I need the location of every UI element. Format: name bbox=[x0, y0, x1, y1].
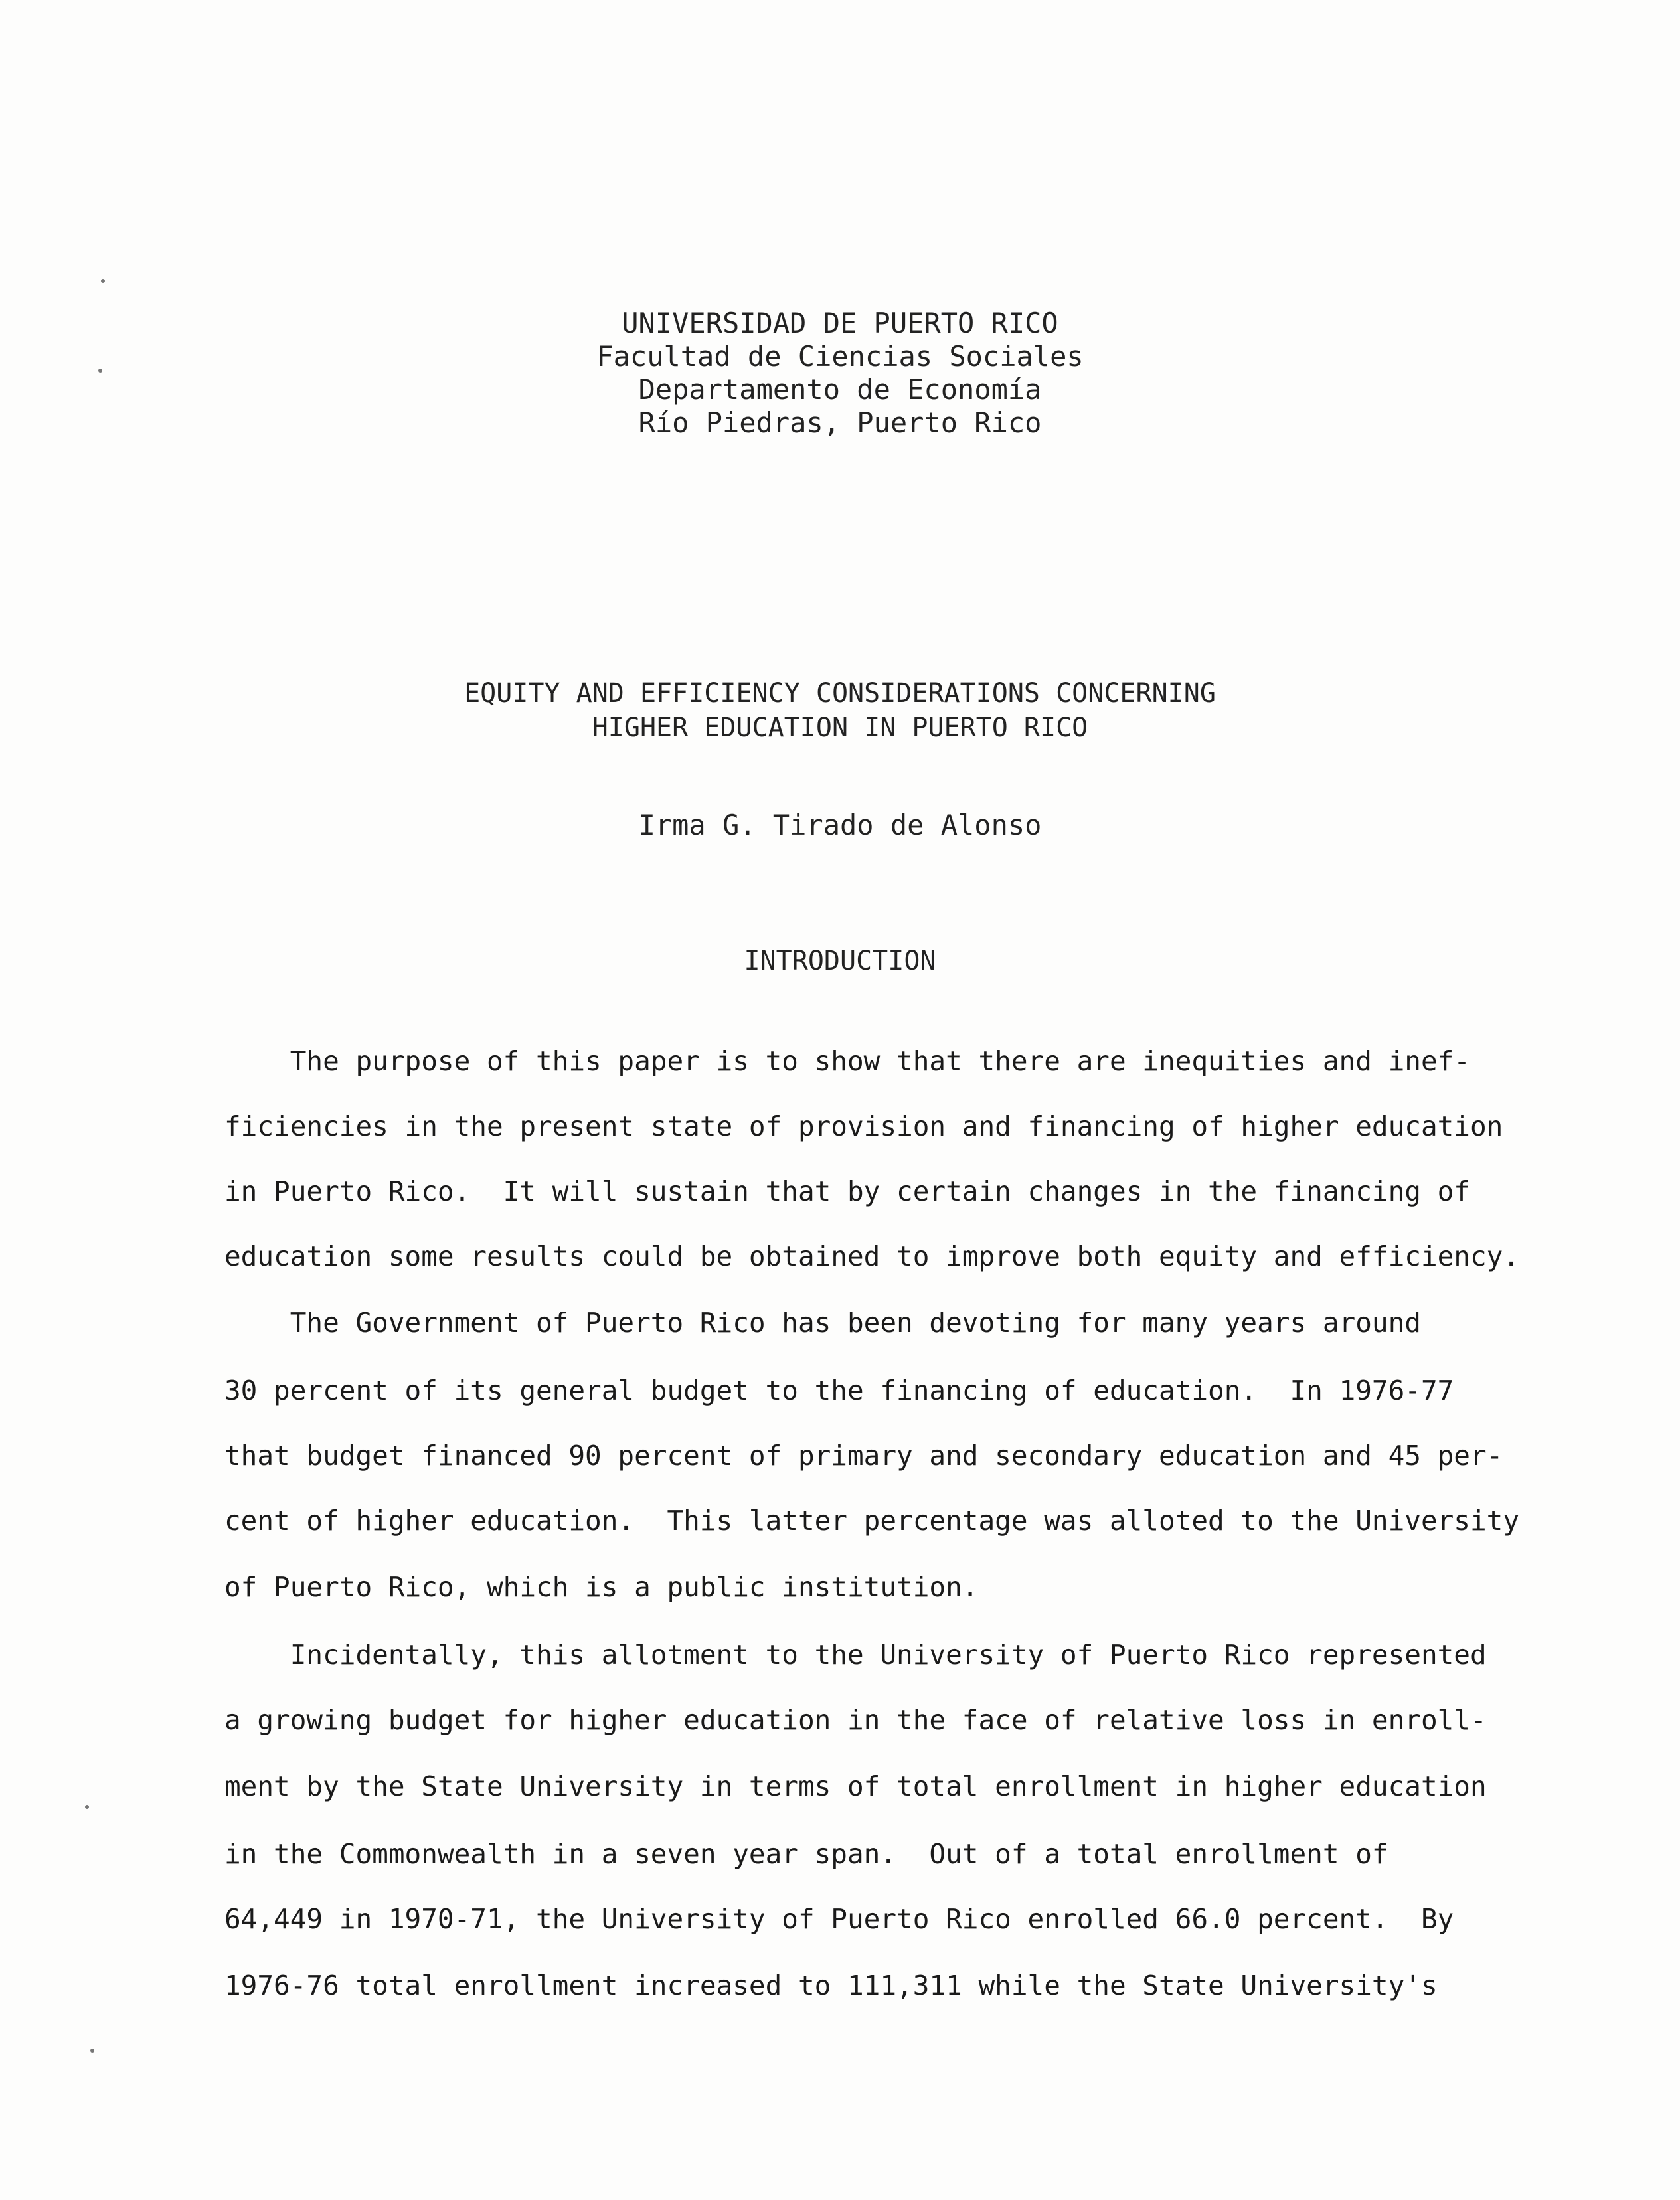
header-line-location: Río Piedras, Puerto Rico bbox=[638, 406, 1042, 439]
body-line: 64,449 in 1970-71, the University of Puerto Rico enrolled 66.0 percent. By bbox=[224, 1903, 1454, 1935]
header-line-department: Departamento de Economía bbox=[638, 373, 1042, 406]
body-line: The purpose of this paper is to show that there are inequities and inef- bbox=[224, 1045, 1470, 1077]
body-line: a growing budget for higher education in the face of relative loss in enroll- bbox=[224, 1704, 1487, 1736]
section-heading-block bbox=[0, 944, 1680, 977]
body-line: that budget financed 90 percent of primary and secondary education and 45 per- bbox=[224, 1440, 1503, 1472]
header-line-faculty: Facultad de Ciencias Sociales bbox=[596, 340, 1084, 373]
body-line: The Government of Puerto Rico has been devoting for many years around bbox=[224, 1307, 1421, 1339]
body-line: ment by the State University in terms of total enrollment in higher education bbox=[224, 1770, 1487, 1802]
section-heading: INTRODUCTION bbox=[744, 946, 936, 976]
body-line: in Puerto Rico. It will sustain that by certain changes in the financing of bbox=[224, 1175, 1470, 1207]
institution-header bbox=[0, 307, 1680, 440]
scan-speck bbox=[90, 2049, 94, 2053]
scan-speck bbox=[101, 279, 105, 283]
body-line: Incidentally, this allotment to the University of Puerto Rico represented bbox=[224, 1639, 1487, 1671]
title-line-2: HIGHER EDUCATION IN PUERTO RICO bbox=[592, 713, 1088, 743]
header-line-university: UNIVERSIDAD DE PUERTO RICO bbox=[622, 307, 1058, 339]
scan-speck bbox=[85, 1805, 89, 1809]
body-line: 30 percent of its general budget to the financing of education. In 1976-77 bbox=[224, 1375, 1454, 1406]
body-line: education some results could be obtained to improve both equity and efficiency. bbox=[224, 1240, 1520, 1272]
title-line-1: EQUITY AND EFFICIENCY CONSIDERATIONS CONCERNING bbox=[464, 678, 1216, 709]
paper-title bbox=[0, 676, 1680, 745]
body-line: cent of higher education. This latter percentage was alloted to the University bbox=[224, 1505, 1520, 1537]
body-line: ficiencies in the present state of provision and financing of higher education bbox=[224, 1110, 1503, 1142]
body-line: 1976-76 total enrollment increased to 111,311 while the State University's bbox=[224, 1970, 1438, 2001]
body-line: in the Commonwealth in a seven year span. Out of a total enrollment of bbox=[224, 1838, 1388, 1870]
body-line: of Puerto Rico, which is a public institution. bbox=[224, 1571, 979, 1603]
author-name: Irma G. Tirado de Alonso bbox=[638, 809, 1042, 841]
author-name-block bbox=[0, 809, 1680, 842]
